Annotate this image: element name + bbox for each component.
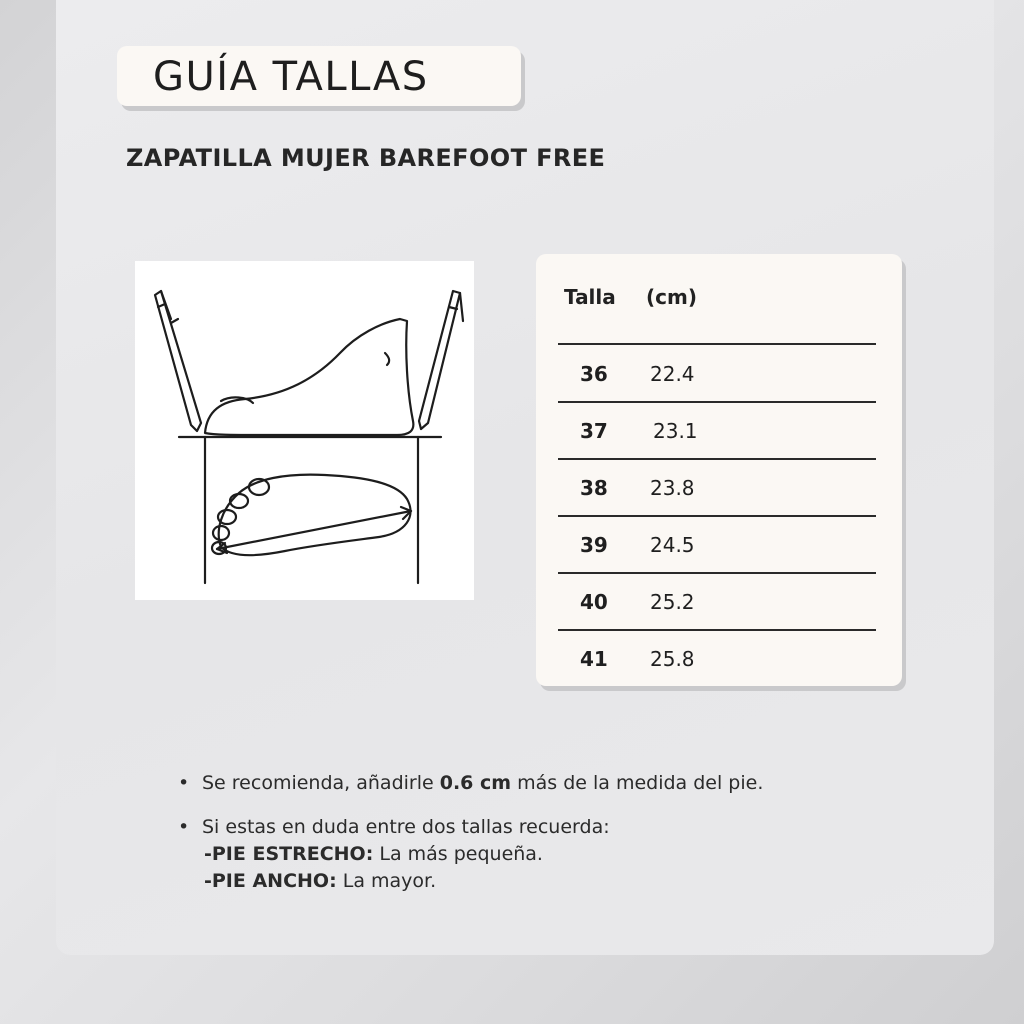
table-header-size: Talla bbox=[564, 285, 616, 309]
table-cell-cm: 22.4 bbox=[650, 362, 695, 386]
bullet-icon: • bbox=[178, 772, 190, 794]
size-table-card bbox=[536, 254, 902, 686]
note-text: más de la medida del pie. bbox=[511, 772, 764, 794]
note-label: -PIE ESTRECHO: bbox=[204, 843, 374, 865]
table-cell-size: 38 bbox=[580, 476, 608, 500]
product-subtitle: ZAPATILLA MUJER BAREFOOT FREE bbox=[126, 144, 606, 172]
table-cell-size: 36 bbox=[580, 362, 608, 386]
note-highlight: 0.6 cm bbox=[439, 772, 512, 794]
note-doubt bbox=[178, 814, 898, 895]
page-title: GUÍA TALLAS bbox=[153, 54, 429, 100]
table-divider bbox=[558, 629, 876, 631]
table-divider bbox=[558, 458, 876, 460]
table-divider bbox=[558, 572, 876, 574]
table-cell-cm: 25.2 bbox=[650, 590, 695, 614]
table-divider bbox=[558, 343, 876, 345]
bullet-icon: • bbox=[178, 816, 190, 838]
foot-measuring-illustration bbox=[135, 261, 474, 600]
note-narrow-foot bbox=[202, 841, 898, 868]
table-divider bbox=[558, 515, 876, 517]
note-text: La mayor. bbox=[336, 870, 437, 892]
note-label: -PIE ANCHO: bbox=[204, 870, 337, 892]
table-cell-cm: 25.8 bbox=[650, 647, 695, 671]
table-cell-size: 41 bbox=[580, 647, 608, 671]
note-text: Se recomienda, añadirle bbox=[202, 772, 440, 794]
table-cell-cm: 23.1 bbox=[653, 419, 698, 443]
table-header-cm: (cm) bbox=[646, 285, 697, 309]
table-cell-cm: 24.5 bbox=[650, 533, 695, 557]
foot-measuring-icon bbox=[135, 261, 474, 600]
table-divider bbox=[558, 401, 876, 403]
notes-list bbox=[178, 770, 898, 912]
note-wide-foot bbox=[202, 868, 898, 895]
note-recommendation bbox=[178, 770, 898, 797]
table-cell-size: 40 bbox=[580, 590, 608, 614]
note-text: La más pequeña. bbox=[373, 843, 543, 865]
table-cell-size: 37 bbox=[580, 419, 608, 443]
note-text: Si estas en duda entre dos tallas recuerda: bbox=[202, 816, 610, 838]
table-cell-cm: 23.8 bbox=[650, 476, 695, 500]
table-cell-size: 39 bbox=[580, 533, 608, 557]
